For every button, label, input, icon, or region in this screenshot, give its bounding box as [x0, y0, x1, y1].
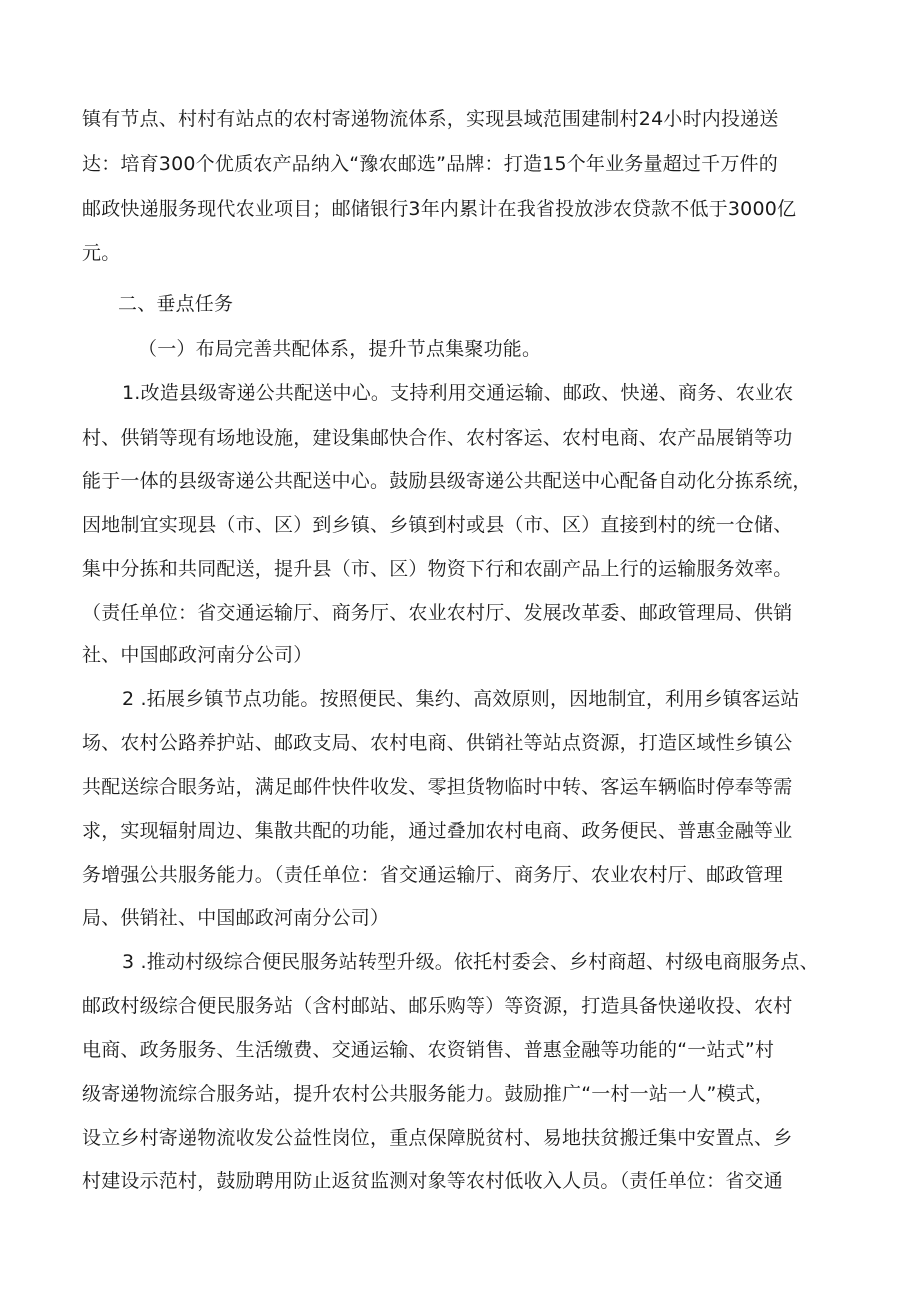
item2-line-3: 共配送综合眼务站，满足邮件快件收发、零担货物临时中转、客运车辆临时停奉等需: [82, 776, 793, 798]
item2-line-1: 2 .拓展乡镇节点功能。按照便民、集约、高效原则，因地制宜，利用乡镇客运站: [122, 688, 800, 710]
intro-line-1: 镇有节点、村村有站点的农村寄递物流体系，实现县域范围建制村24小时内投递送: [82, 108, 779, 130]
item1-line-5: 集中分拣和共同配送，提升县（市、区）物资下行和农副产品上行的运输服务效率。: [82, 558, 793, 580]
item2-line-4: 求，实现辐射周边、集散共配的功能，通过叠加农村电商、政务便民、普惠金融等业: [82, 820, 793, 842]
item1-line-1: 1.改造县级寄递公共配送中心。支持利用交通运输、邮政、快递、商务、农业农: [122, 382, 794, 404]
item2-line-5: 务增强公共服务能力。（责任单位：省交通运输厅、商务厅、农业农村厅、邮政管理: [82, 864, 783, 886]
item2-line-6: 局、供销社、中国邮政河南分公司）: [82, 907, 390, 929]
item3-line-3: 电商、政务服务、生活缴费、交通运输、农资销售、普惠金融等功能的“一站式”村: [82, 1039, 775, 1061]
intro-line-4: 元。: [82, 242, 121, 264]
section-heading: 二、垂点任务: [118, 293, 234, 315]
item1-line-6: （责任单位：省交通运输厅、商务厅、农业农村厅、发展改革委、邮政管理局、供销: [82, 602, 793, 624]
intro-line-2: 达：培育300个优质农产品纳入“豫农邮选”品牌：打造15个年业务量超过千万件的: [82, 153, 778, 175]
item1-line-7: 社、中国邮政河南分公司）: [82, 644, 313, 666]
item2-line-2: 场、农村公路养护站、邮政支局、农村电商、供销社等站点资源，打造区域性乡镇公: [82, 732, 793, 754]
item1-line-4: 因地制宜实现县（市、区）到乡镇、乡镇到村或县（市、区）直接到村的统一仓储、: [82, 514, 793, 536]
subsection-heading: （一）布局完善共配体系，提升节点集聚功能。: [138, 338, 542, 360]
item3-line-5: 设立乡村寄递物流收发公益性岗位，重点保障脱贫村、易地扶贫搬迁集中安置点、乡: [82, 1127, 793, 1149]
intro-line-3: 邮政快递服务现代农业项目；邮储银行3年内累计在我省投放涉农贷款不低于3000亿: [82, 198, 797, 220]
item1-line-2: 村、供销等现有场地设施，建设集邮快合作、农村客运、农村电商、农产品展销等功: [82, 427, 793, 449]
item3-line-1: 3 .推动村级综合便民服务站转型升级。依托村委会、乡村商超、村级电商服务点、: [122, 951, 819, 973]
item3-line-2: 邮政村级综合便民服务站（含村邮站、邮乐购等）等资源，打造具备快递收投、农村: [82, 995, 793, 1017]
item1-line-3: 能于一体的县级寄递公共配送中心。鼓励县级寄递公共配送中心配备自动化分拣系统，: [82, 470, 812, 492]
item3-line-4: 级寄递物流综合服务站，提升农村公共服务能力。鼓励推广“一村一站一人”模式，: [82, 1083, 775, 1105]
item3-line-6: 村建设示范村，鼓励聘用防止返贫监测对象等农村低收入人员。（责任单位：省交通: [82, 1170, 783, 1192]
